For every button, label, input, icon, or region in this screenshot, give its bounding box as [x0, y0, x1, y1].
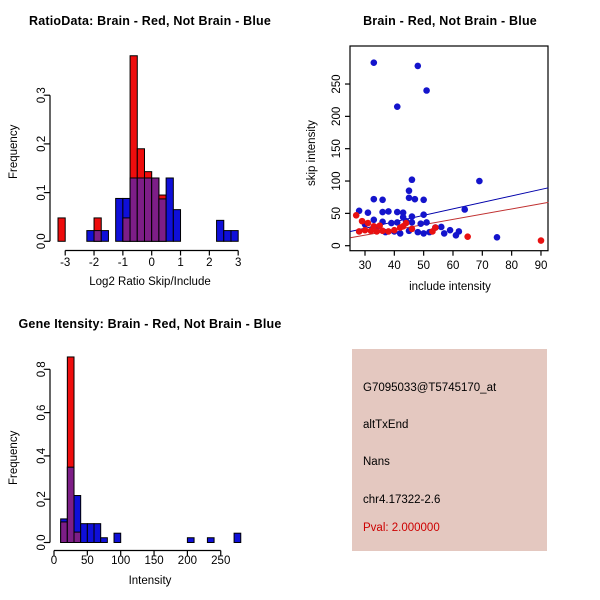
svg-text:3: 3	[234, 257, 242, 269]
ratio-histogram	[36, 56, 241, 269]
svg-text:80: 80	[505, 260, 519, 272]
svg-text:60: 60	[446, 260, 460, 272]
svg-text:0.0: 0.0	[36, 534, 48, 551]
svg-text:100: 100	[331, 171, 343, 191]
svg-text:0.8: 0.8	[36, 361, 48, 378]
ratio-hist-ylabel: Frequency	[8, 124, 20, 179]
svg-text:0.0: 0.0	[36, 233, 48, 250]
location-text: chr4.17322-2.6	[363, 494, 441, 506]
svg-text:50: 50	[80, 555, 94, 567]
svg-text:0: 0	[331, 242, 343, 249]
svg-text:150: 150	[331, 139, 343, 159]
ratio-hist-xlabel: Log2 Ratio Skip/Include	[89, 276, 211, 288]
svg-text:-1: -1	[117, 257, 128, 269]
svg-text:150: 150	[144, 555, 164, 567]
ratio-hist-title: RatioData: Brain - Red, Not Brain - Blue	[28, 14, 272, 28]
svg-text:0.2: 0.2	[36, 135, 48, 152]
scatter-xlabel: include intensity	[409, 281, 491, 293]
gene-name-text: Nans	[363, 456, 390, 468]
svg-text:0: 0	[148, 257, 155, 269]
svg-text:250: 250	[331, 74, 343, 94]
gene-hist-ylabel: Frequency	[8, 430, 20, 485]
pval-text: Pval: 2.000000	[363, 522, 440, 534]
svg-text:1: 1	[177, 257, 184, 269]
svg-text:100: 100	[111, 555, 131, 567]
svg-text:200: 200	[331, 106, 343, 126]
svg-text:-3: -3	[60, 257, 71, 269]
svg-text:0.1: 0.1	[36, 184, 48, 201]
svg-text:200: 200	[177, 555, 197, 567]
scatter-title: Brain - Red, Not Brain - Blue	[363, 14, 537, 28]
probe-id-text: G7095033@T5745170_at	[363, 382, 497, 394]
scatter-plot	[331, 46, 548, 272]
svg-text:90: 90	[534, 260, 548, 272]
svg-text:40: 40	[387, 260, 401, 272]
info-panel	[352, 349, 547, 551]
gene-intensity-histogram	[36, 357, 241, 567]
svg-text:0.6: 0.6	[36, 404, 48, 421]
svg-text:70: 70	[475, 260, 489, 272]
gene-hist-title: Gene Itensity: Brain - Red, Not Brain - Blue	[18, 317, 282, 331]
svg-text:2: 2	[206, 257, 213, 269]
svg-text:250: 250	[211, 555, 231, 567]
scatter-ylabel: skip intensity	[306, 120, 318, 186]
svg-text:0: 0	[50, 555, 58, 567]
svg-text:50: 50	[331, 206, 343, 220]
gene-hist-xlabel: Intensity	[128, 575, 172, 587]
svg-text:0.4: 0.4	[36, 447, 48, 464]
event-type-text: altTxEnd	[363, 419, 409, 431]
svg-text:0.3: 0.3	[36, 87, 48, 104]
svg-text:-2: -2	[88, 257, 100, 269]
svg-text:50: 50	[417, 260, 431, 272]
svg-text:30: 30	[358, 260, 372, 272]
svg-text:0.2: 0.2	[36, 491, 48, 508]
